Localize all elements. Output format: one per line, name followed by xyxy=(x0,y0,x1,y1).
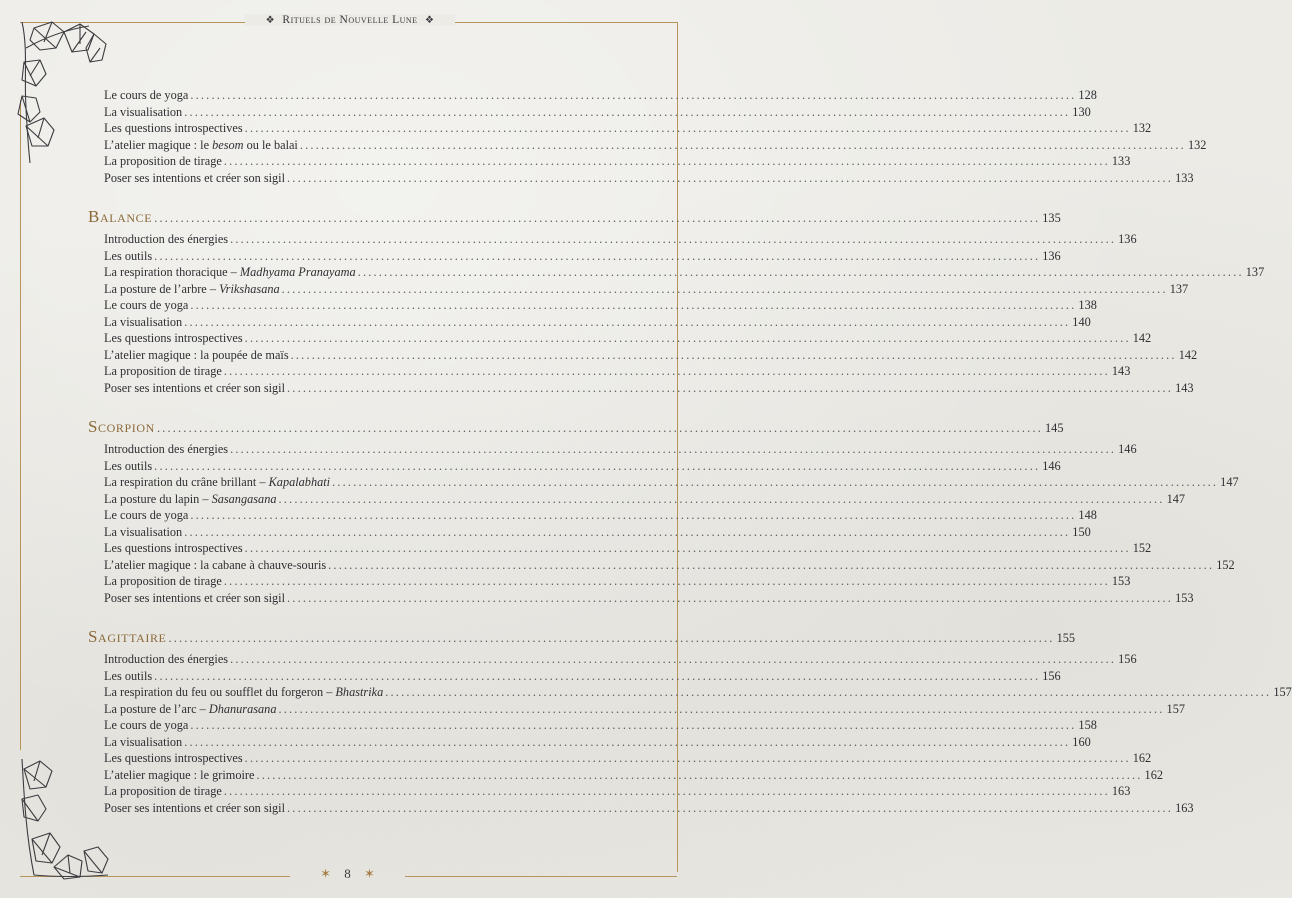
section-page: 145 xyxy=(1045,421,1064,435)
toc-entry-page: 128 xyxy=(1078,88,1097,102)
toc-entry[interactable] xyxy=(104,248,1061,264)
section-page: 135 xyxy=(1042,211,1061,225)
toc-entry[interactable] xyxy=(104,314,1091,330)
toc-entry-page: 157 xyxy=(1166,701,1185,716)
toc-entry-page: 142 xyxy=(1178,347,1198,362)
frame-top-right-rule xyxy=(455,22,677,23)
toc-entry[interactable] xyxy=(104,264,1265,280)
toc-entry-label: La proposition de tirage xyxy=(104,154,222,168)
toc-entry[interactable] xyxy=(104,651,1137,667)
toc-entry-label: La respiration du feu ou soufflet du forgeron – xyxy=(104,685,336,699)
toc-entry-page: 153 xyxy=(1111,574,1131,588)
toc-entry-page: 153 xyxy=(1175,590,1194,605)
toc-entry-page: 162 xyxy=(1144,767,1163,782)
toc-entry[interactable] xyxy=(104,557,1235,573)
toc-entry[interactable] xyxy=(104,330,1152,346)
toc-entry-label-italic: Madhyama Pranayama xyxy=(239,265,356,279)
toc-entry-label: La proposition de tirage xyxy=(104,364,222,378)
toc-entry-page: 163 xyxy=(1175,800,1194,815)
toc-entry-page: 147 xyxy=(1220,475,1239,489)
leader-dots: ........................................................................................................................................................................ xyxy=(278,701,1165,716)
leader-dots: ........................................................................................................................................................................ xyxy=(223,364,1110,378)
toc-entry-page: 140 xyxy=(1072,314,1091,329)
toc-entry[interactable] xyxy=(104,153,1131,169)
toc-entry-page: 146 xyxy=(1118,442,1137,456)
toc-entry[interactable] xyxy=(104,474,1239,490)
toc-entry[interactable] xyxy=(104,540,1152,556)
toc-entry-label: Les questions introspectives xyxy=(104,541,243,555)
toc-entry-label: Les questions introspectives xyxy=(104,751,243,765)
toc-entry-label-italic: Dhanurasana xyxy=(208,701,277,716)
toc-entry-page: 132 xyxy=(1132,121,1152,135)
toc-entry[interactable] xyxy=(104,170,1194,186)
leader-dots: ........................................................................................................................................................................ xyxy=(223,154,1110,168)
leader-dots: ........................................................................................................................................................................ xyxy=(184,104,1071,119)
toc-entry-label: La visualisation xyxy=(104,524,183,539)
toc-entry[interactable] xyxy=(104,380,1194,396)
leader-dots: ........................................................................................................................................................................ xyxy=(230,232,1117,246)
page-footer xyxy=(290,866,405,886)
diamond-ornament-icon: ❖ xyxy=(265,15,276,26)
leader-dots: ........................................................................................................................................................................ xyxy=(287,170,1174,185)
leader-dots: ........................................................................................................................................................................ xyxy=(357,265,1244,279)
toc-entry-label-italic: Vrikshasana xyxy=(219,281,280,296)
toc-entry-label: La posture de l’arc – xyxy=(104,701,209,716)
toc-entry[interactable] xyxy=(104,701,1185,717)
frame-bottom-right-rule xyxy=(405,876,677,877)
toc-entry-page: 150 xyxy=(1072,524,1091,539)
leader-dots: ........................................................................................................................................................................ xyxy=(154,458,1041,473)
toc-entry-label: Poser ses intentions et créer son sigil xyxy=(104,170,286,185)
toc-entry[interactable] xyxy=(104,491,1186,507)
toc-entry-page: 158 xyxy=(1078,718,1097,732)
leader-dots: ........................................................................................................................................................................ xyxy=(190,718,1077,732)
toc-entry-page: 130 xyxy=(1072,104,1091,119)
toc-entry-page: 156 xyxy=(1042,668,1061,683)
leader-dots: ........................................................................................................................................................................ xyxy=(287,380,1174,395)
toc-entry-page: 132 xyxy=(1187,137,1207,152)
toc-entry-label: L’atelier magique : le grimoire xyxy=(104,767,255,782)
leader-dots: ........................................................................................................................................................................ xyxy=(190,298,1077,312)
toc-entry-label: Les outils xyxy=(104,668,153,683)
toc-entry-label: L’atelier magique : la poupée de maïs xyxy=(104,347,289,362)
toc-entry-label: Les questions introspectives xyxy=(104,121,243,135)
star-ornament-icon: ✶ xyxy=(364,866,375,881)
leader-dots: ........................................................................................................................................................................ xyxy=(244,331,1131,345)
toc-entry-label: Poser ses intentions et créer son sigil xyxy=(104,800,286,815)
leader-dots: ........................................................................................................................................................................ xyxy=(385,685,1272,699)
toc-entry[interactable] xyxy=(104,783,1131,799)
leader-dots: ........................................................................................................................................................................ xyxy=(299,137,1186,152)
toc-entry[interactable] xyxy=(104,524,1091,540)
leader-dots: ........................................................................................................................................................................ xyxy=(184,314,1071,329)
toc-section-heading-sagittaire[interactable] xyxy=(88,627,1076,651)
toc-entry-page: 133 xyxy=(1111,154,1131,168)
toc-entry-page: 156 xyxy=(1118,652,1137,666)
leader-dots: ........................................................................................................................................................................ xyxy=(156,421,1044,435)
toc-entry-label: La respiration du crâne brillant – xyxy=(104,475,269,489)
toc-entry-label: Poser ses intentions et créer son sigil xyxy=(104,380,286,395)
leader-dots: ........................................................................................................................................................................ xyxy=(190,508,1077,522)
toc-entry-page: 162 xyxy=(1132,751,1152,765)
leader-dots: ........................................................................................................................................................................ xyxy=(244,751,1131,765)
toc-entry-label: Introduction des énergies xyxy=(104,442,229,456)
toc-entry-label: Introduction des énergies xyxy=(104,232,229,246)
leader-dots: ........................................................................................................................................................................ xyxy=(256,767,1143,782)
toc-entry-page: 148 xyxy=(1078,508,1097,522)
leader-dots: ........................................................................................................................................................................ xyxy=(184,734,1071,749)
ivy-corner-bottom-left-icon xyxy=(14,755,114,885)
running-header-title: Rituels de Nouvelle Lune xyxy=(282,14,418,26)
toc-entry-label: Le cours de yoga xyxy=(104,508,189,522)
toc-entry[interactable] xyxy=(104,297,1097,313)
leader-dots: ........................................................................................................................................................................ xyxy=(244,121,1131,135)
leader-dots: ........................................................................................................................................................................ xyxy=(281,281,1168,296)
leader-dots: ........................................................................................................................................................................ xyxy=(190,88,1077,102)
toc-section-heading-scorpion[interactable] xyxy=(88,417,1064,441)
leader-dots: ........................................................................................................................................................................ xyxy=(332,475,1219,489)
leader-dots: ........................................................................................................................................................................ xyxy=(287,590,1174,605)
running-header xyxy=(245,14,455,26)
toc-entry-label: L’atelier magique : le xyxy=(104,137,213,152)
toc-entry[interactable] xyxy=(104,231,1137,247)
leader-dots: ........................................................................................................................................................................ xyxy=(223,784,1110,798)
toc-entry[interactable] xyxy=(104,800,1194,816)
section-page: 155 xyxy=(1056,631,1076,645)
toc-entry[interactable] xyxy=(104,734,1091,750)
leader-dots: ........................................................................................................................................................................ xyxy=(223,574,1110,588)
toc-entry-page: 142 xyxy=(1132,331,1152,345)
leader-dots: ........................................................................................................................................................................ xyxy=(154,668,1041,683)
toc-entry-page: 147 xyxy=(1166,491,1186,506)
toc-entry[interactable] xyxy=(104,507,1097,523)
toc-entry-page: 152 xyxy=(1216,557,1235,572)
star-ornament-icon: ✶ xyxy=(320,866,331,881)
toc-entry-label: Le cours de yoga xyxy=(104,88,189,102)
leader-dots: ........................................................................................................................................................................ xyxy=(154,211,1041,225)
toc-entry-label-italic: besom xyxy=(212,137,244,152)
toc-entry[interactable] xyxy=(104,120,1152,136)
toc-entry[interactable] xyxy=(104,363,1131,379)
toc-entry-label: La visualisation xyxy=(104,734,183,749)
toc-entry[interactable] xyxy=(104,717,1097,733)
toc-entry[interactable] xyxy=(104,104,1091,120)
toc-entry-label: La visualisation xyxy=(104,314,183,329)
toc-entry[interactable] xyxy=(104,281,1189,297)
leader-dots: ........................................................................................................................................................................ xyxy=(328,557,1215,572)
toc-entry[interactable] xyxy=(104,573,1131,589)
toc-entry-page: 143 xyxy=(1175,380,1194,395)
page-number: 8 xyxy=(344,866,351,881)
toc-entry[interactable] xyxy=(104,684,1292,700)
toc-section-heading-balance[interactable] xyxy=(88,207,1061,231)
toc-entry-label: La proposition de tirage xyxy=(104,784,222,798)
toc-entry-page: 138 xyxy=(1078,298,1097,312)
leader-dots: ........................................................................................................................................................................ xyxy=(287,800,1174,815)
toc-entry[interactable] xyxy=(104,767,1163,783)
section-title: Sagittaire xyxy=(88,627,167,646)
toc-entry-label: La visualisation xyxy=(104,104,183,119)
toc-entry-page: 143 xyxy=(1111,364,1131,378)
toc-entry[interactable] xyxy=(104,87,1097,103)
toc-entry[interactable] xyxy=(104,441,1137,457)
toc-entry-page: 163 xyxy=(1111,784,1131,798)
section-title: Balance xyxy=(88,207,153,226)
leader-dots: ........................................................................................................................................................................ xyxy=(184,524,1071,539)
leader-dots: ........................................................................................................................................................................ xyxy=(230,652,1117,666)
toc-entry-label: Le cours de yoga xyxy=(104,718,189,732)
leader-dots: ........................................................................................................................................................................ xyxy=(278,491,1165,506)
leader-dots: ........................................................................................................................................................................ xyxy=(230,442,1117,456)
toc-entry-page: 146 xyxy=(1042,458,1061,473)
toc-entry-label: La respiration thoracique – xyxy=(104,265,240,279)
leader-dots: ........................................................................................................................................................................ xyxy=(290,347,1177,362)
toc-entry-label: L’atelier magique : la cabane à chauve-souris xyxy=(104,557,327,572)
leader-dots: ........................................................................................................................................................................ xyxy=(168,631,1055,645)
toc-entry-label-italic: Kapalabhati xyxy=(268,475,331,489)
ivy-corner-top-left-icon xyxy=(14,18,114,168)
toc-entry-page: 136 xyxy=(1042,248,1061,263)
toc-entry-page: 133 xyxy=(1175,170,1194,185)
toc-entry-label: Les questions introspectives xyxy=(104,331,243,345)
toc-entry-label: La proposition de tirage xyxy=(104,574,222,588)
toc-entry-page: 157 xyxy=(1273,685,1292,699)
section-title: Scorpion xyxy=(88,417,155,436)
toc-entry[interactable] xyxy=(104,458,1061,474)
leader-dots: ........................................................................................................................................................................ xyxy=(244,541,1131,555)
toc-entry[interactable] xyxy=(104,137,1207,153)
toc-entry[interactable] xyxy=(104,590,1194,606)
toc-entry[interactable] xyxy=(104,750,1152,766)
toc-entry-label: La posture du lapin – xyxy=(104,491,212,506)
diamond-ornament-icon: ❖ xyxy=(424,15,435,26)
toc-entry-label: La posture de l’arbre – xyxy=(104,281,220,296)
toc-entry-page: 152 xyxy=(1132,541,1152,555)
toc-entry-label: Les outils xyxy=(104,248,153,263)
toc-entry-label-italic: Sasangasana xyxy=(211,491,277,506)
toc-entry-label: Introduction des énergies xyxy=(104,652,229,666)
toc-entry-label: Le cours de yoga xyxy=(104,298,189,312)
toc-entry-label-italic: Bhastrika xyxy=(335,685,384,699)
toc-entry-label: Les outils xyxy=(104,458,153,473)
toc-entry-page: 160 xyxy=(1072,734,1091,749)
toc-entry[interactable] xyxy=(104,347,1198,363)
toc-entry-page: 137 xyxy=(1245,265,1265,279)
toc-entry-page: 136 xyxy=(1118,232,1137,246)
frame-left-rule xyxy=(20,100,21,750)
toc-entry[interactable] xyxy=(104,668,1061,684)
toc-entry-label-suffix: ou le balai xyxy=(243,137,298,152)
toc-entry-page: 137 xyxy=(1169,281,1189,296)
leader-dots: ........................................................................................................................................................................ xyxy=(154,248,1041,263)
toc-entry-label: Poser ses intentions et créer son sigil xyxy=(104,590,286,605)
